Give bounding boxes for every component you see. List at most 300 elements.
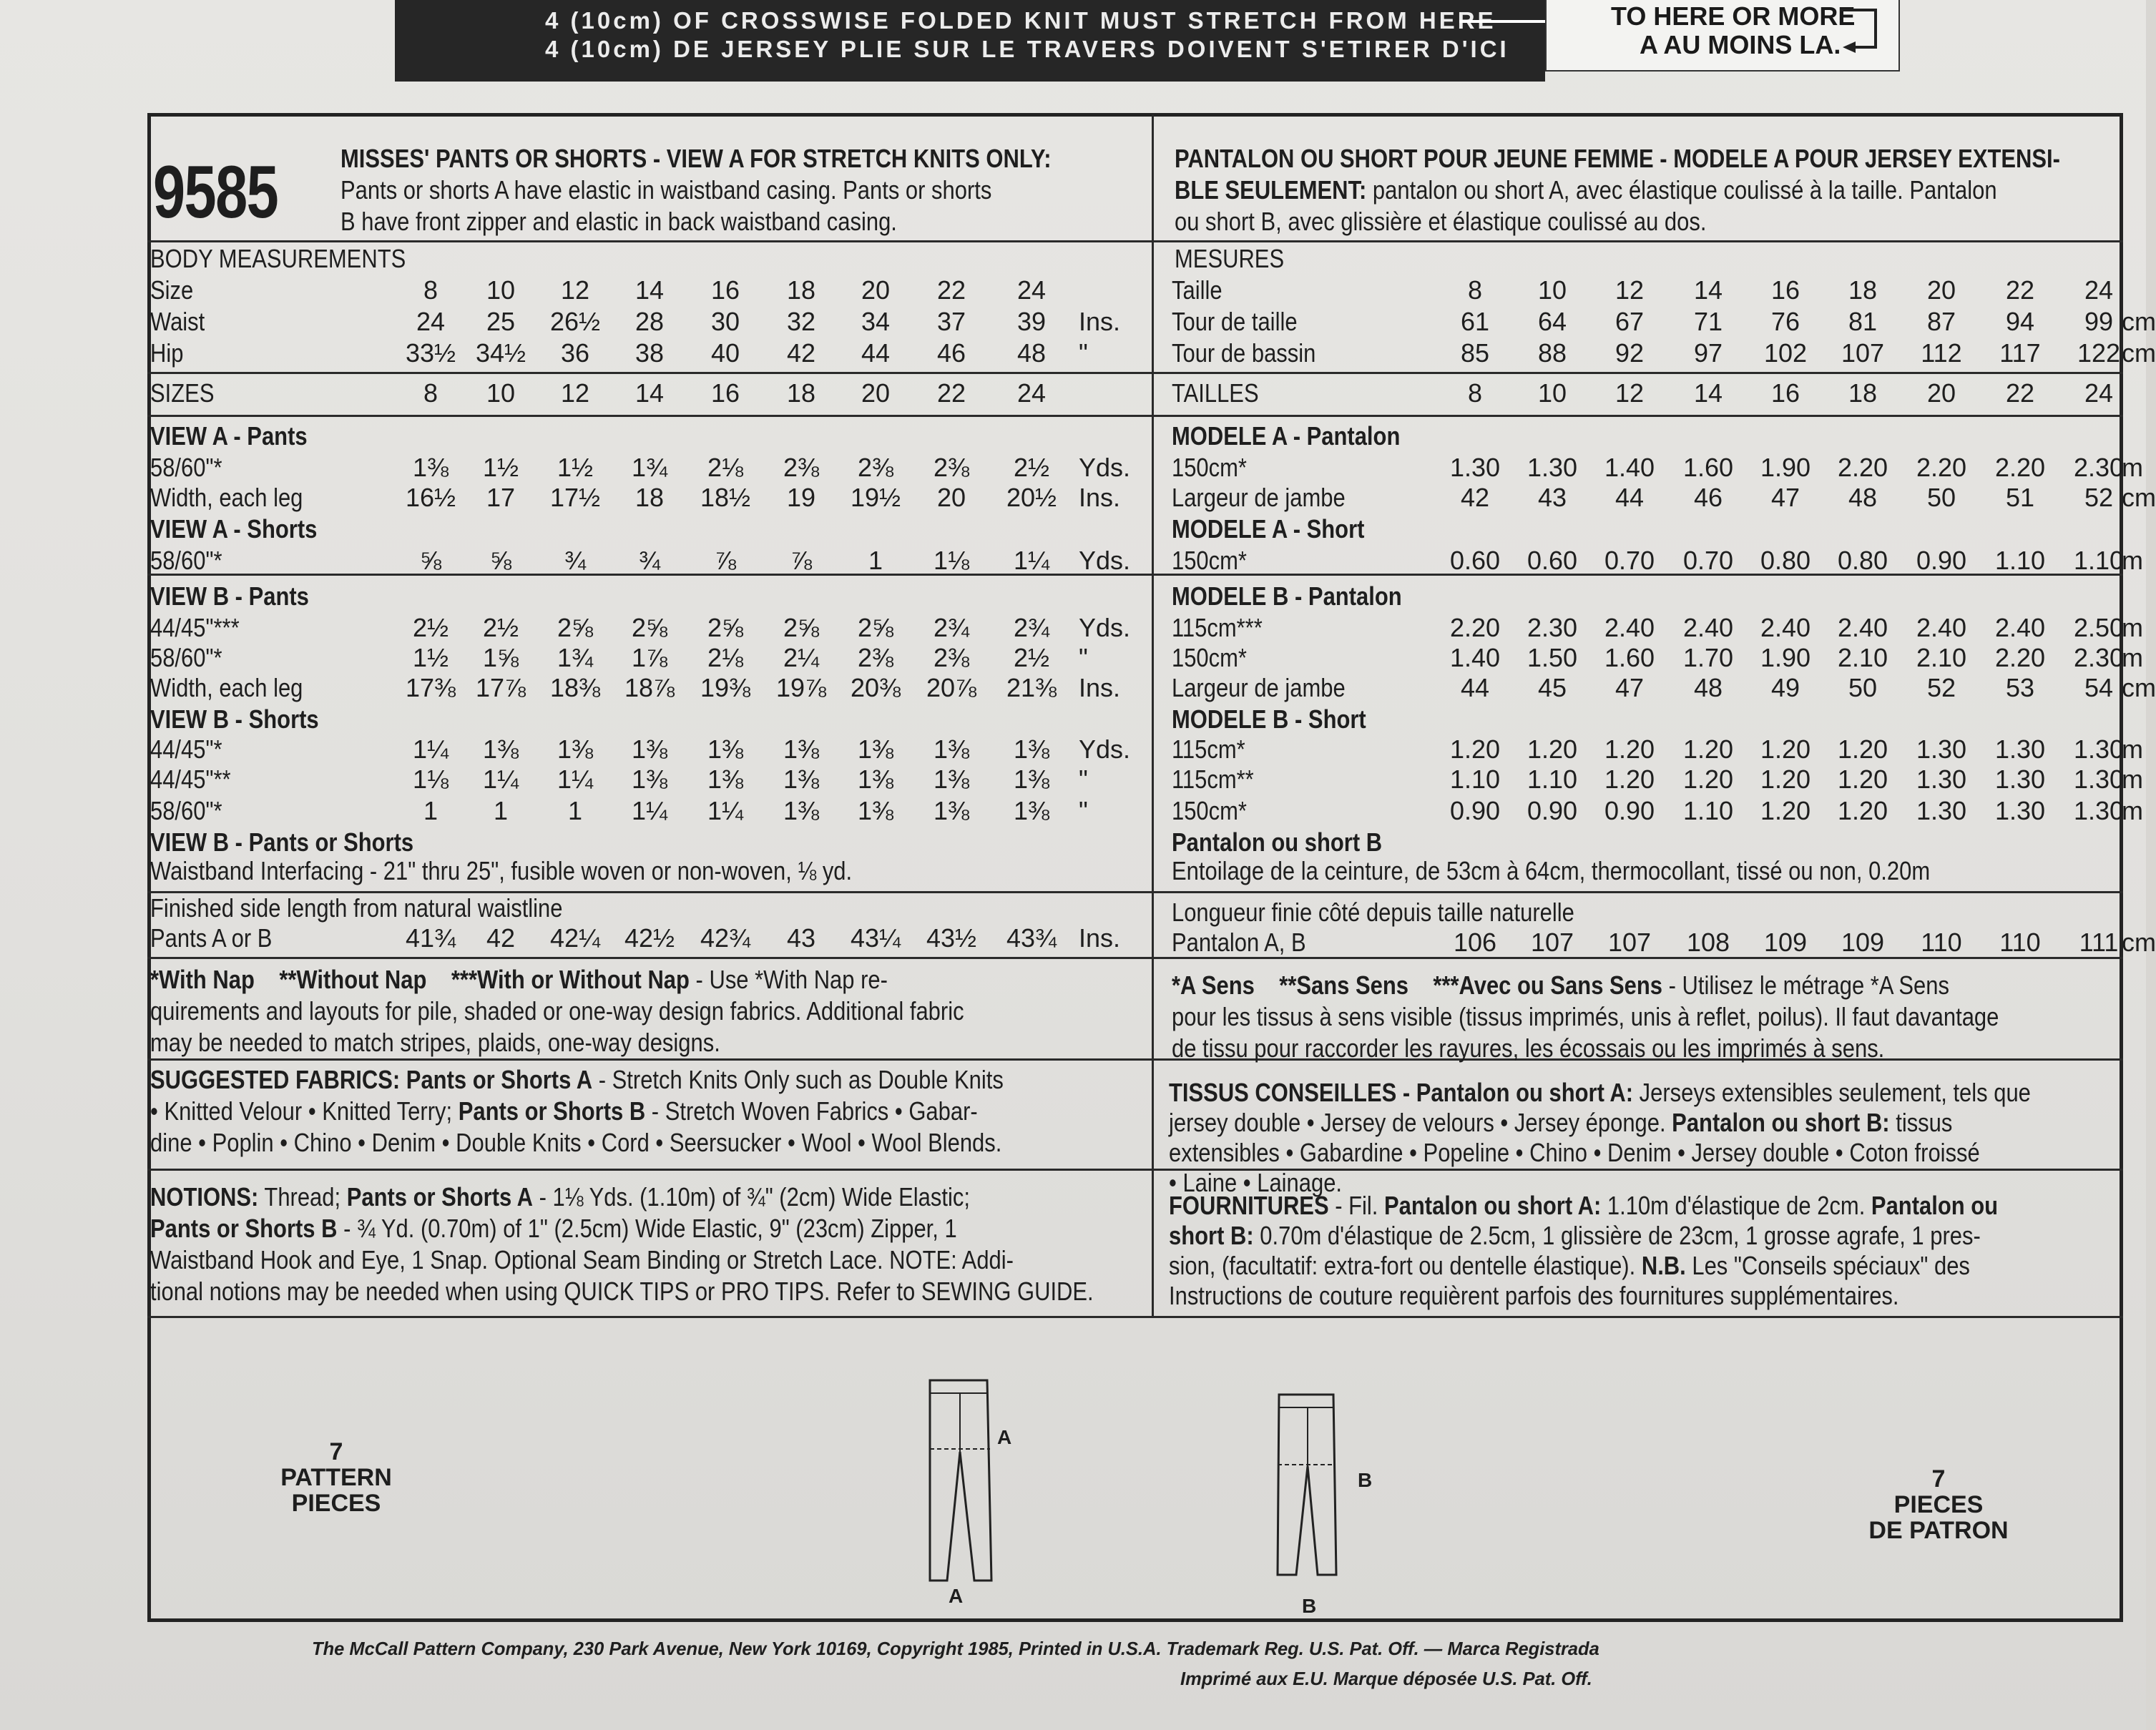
en-cell: 20⅜ [850, 673, 901, 702]
en-cell: 17⅞ [475, 673, 526, 702]
fr-unit: m [2122, 643, 2143, 672]
rule-measurements [147, 372, 2123, 374]
fr-title-1: PANTALON OU SHORT POUR JEUNE FEMME - MODELE A POUR JERSEY EXTENSI- [1175, 144, 2060, 173]
fr-cell: 50 [1926, 483, 1956, 512]
fr-cell: 1.30 [1916, 765, 1967, 794]
en-cell: 20½ [1006, 483, 1057, 512]
en-cell: 1⅜ [1013, 765, 1050, 794]
fr-cell: 46 [1693, 483, 1723, 512]
fr-cell: 122 [2077, 338, 2121, 368]
fr-cell: 1.20 [1527, 734, 1578, 764]
en-table-row [150, 764, 1094, 795]
fr-finished-cell: 109 [1841, 928, 1885, 957]
fr-cell: 1.40 [1604, 453, 1655, 482]
en-cell: 1¾ [631, 453, 668, 482]
fr-cell: 94 [2005, 307, 2035, 336]
fr-cell: 1.20 [1449, 734, 1501, 764]
en-cell: 2⅛ [707, 643, 744, 672]
en-title: MISSES' PANTS OR SHORTS - VIEW A FOR STRETCH KNITS ONLY: [340, 144, 1052, 173]
fr-table-row [1172, 581, 2116, 612]
en-cell: 33½ [405, 338, 456, 368]
fr-row-label: Largeur de jambe [1172, 673, 1346, 702]
fr-cell: 16 [1770, 378, 1800, 408]
en-row-label: Hip [150, 338, 184, 368]
en-cell: 36 [560, 338, 590, 368]
fr-table-row [1172, 827, 2116, 858]
fr-cell: 1.60 [1682, 453, 1734, 482]
en-cell: 46 [936, 338, 966, 368]
fr-table-row [1172, 513, 2116, 545]
view-b-label-bottom: B [1302, 1595, 1317, 1617]
en-cell: ⅝ [489, 546, 512, 575]
en-table-row [150, 581, 1094, 612]
en-cell: 16½ [405, 483, 456, 512]
en-cell: 19½ [850, 483, 901, 512]
fr-cell: 53 [2005, 673, 2035, 702]
fr-interfacing: Entoilage de la ceinture, de 53cm à 64cm, thermocollant, tissé ou non, 0.20m [1172, 856, 1931, 885]
fr-fabrics-2: jersey double • Jersey de velours • Jersey éponge. Pantalon ou short B: tissus [1169, 1108, 1953, 1137]
fr-table-row [1172, 642, 2143, 674]
fr-unit: m [2122, 765, 2143, 794]
en-cell: 17½ [549, 483, 601, 512]
fr-cell: 2.30 [2073, 453, 2125, 482]
fr-cell: 24 [2084, 378, 2114, 408]
fr-row-label: MODELE B - Pantalon [1172, 581, 1402, 611]
fr-cell: 1.20 [1837, 765, 1888, 794]
fr-title-2: BLE SEULEMENT: pantalon ou short A, avec élastique coulissé à la taille. Pantalon [1175, 175, 1997, 205]
en-cell: 2½ [412, 613, 449, 642]
en-table-row [150, 513, 1094, 545]
fr-cell: 2.30 [1527, 613, 1578, 642]
en-unit: Yds. [1079, 546, 1131, 575]
fr-finished-cell: 110 [1999, 928, 2041, 957]
fr-cell: 102 [1763, 338, 1808, 368]
en-table-row [150, 612, 1131, 644]
en-notions-1: NOTIONS: Thread; Pants or Shorts A - 1⅛ Yds. (1.10m) of ¾" (2cm) Wide Elastic; [150, 1182, 970, 1212]
fr-row-label: MODELE A - Pantalon [1172, 421, 1401, 451]
en-cell: 22 [936, 378, 966, 408]
fr-cell: 2.20 [1837, 453, 1888, 482]
view-b-pants-drawing [1266, 1387, 1373, 1602]
en-cell: 1⅜ [933, 734, 970, 764]
fr-row-label: 150cm* [1172, 643, 1247, 672]
en-finished-cell: 42¾ [700, 923, 751, 953]
fr-cell: 52 [2084, 483, 2114, 512]
fr-cell: 1.20 [1837, 734, 1888, 764]
en-cell: 20⅞ [926, 673, 977, 702]
en-cell: 19⅞ [775, 673, 827, 702]
en-description-1: Pants or shorts A have elastic in waistband casing. Pants or shorts [340, 175, 992, 205]
fr-unit: cm [2122, 307, 2156, 336]
en-table-row [150, 306, 1121, 338]
en-cell: 1¼ [707, 796, 744, 825]
pattern-number: 9585 [153, 151, 278, 234]
en-table-row [150, 421, 1094, 452]
en-finished-cell: 42½ [624, 923, 675, 953]
fr-cell: 0.90 [1604, 796, 1655, 825]
fr-cell: 112 [1921, 338, 1962, 368]
en-cell: 24 [1016, 378, 1047, 408]
rule-header [147, 240, 2123, 242]
fr-unit: cm [2122, 338, 2156, 368]
fr-nap-1: *A Sens **Sans Sens ***Avec ou Sans Sens - Utilisez le métrage *A Sens [1172, 970, 1949, 1000]
fr-cell: 1.30 [1994, 796, 2046, 825]
rule-sizes [147, 415, 2123, 417]
fr-row-label: 115cm*** [1172, 613, 1263, 642]
en-cell: 2⅝ [783, 613, 820, 642]
fr-unit: cm [2122, 673, 2156, 702]
en-notions-3: Waistband Hook and Eye, 1 Snap. Optional Seam Binding or Stretch Lace. NOTE: Addi- [150, 1245, 1014, 1274]
en-finished-cell: 41¾ [405, 923, 456, 953]
fr-cell: 2.30 [2073, 643, 2125, 672]
fr-title-3: ou short B, avec glissière et élastique coulissé au dos. [1175, 207, 1707, 236]
en-cell: 10 [486, 275, 516, 305]
pieces-en-2: PIECES [291, 1490, 381, 1517]
fr-cell: 54 [2084, 673, 2114, 702]
pieces-fr-1: PIECES [1893, 1491, 1984, 1518]
en-row-label: VIEW B - Shorts [150, 704, 319, 734]
fr-cell: 0.90 [1916, 546, 1967, 575]
view-b-label: B [1358, 1469, 1373, 1491]
publisher-footer: The McCall Pattern Company, 230 Park Avenue, New York 10169, Copyright 1985, Printed in U.S.A. Trademark Reg. U.S. Pat. Off. — Marca Registrada [312, 1638, 1599, 1659]
fr-finished-cell: 108 [1686, 928, 1730, 957]
en-table-row [150, 378, 1094, 409]
en-cell: 48 [1016, 338, 1047, 368]
en-unit: Yds. [1079, 734, 1131, 764]
fr-finished-unit: cm [2122, 928, 2156, 957]
fr-cell: 2.40 [1994, 613, 2046, 642]
en-row-label: Width, each leg [150, 483, 303, 512]
fr-cell: 85 [1460, 338, 1490, 368]
rule-fabrics [147, 1169, 2123, 1171]
en-row-label: VIEW B - Pants [150, 581, 309, 611]
fr-cell: 12 [1614, 275, 1645, 305]
en-cell: 18½ [700, 483, 751, 512]
en-cell: 1⅛ [933, 546, 970, 575]
en-cell: 2⅜ [933, 453, 970, 482]
fr-cell: 0.60 [1527, 546, 1578, 575]
fr-cell: 44 [1614, 483, 1645, 512]
en-cell: 2⅜ [857, 453, 894, 482]
fr-cell: 2.10 [1837, 643, 1888, 672]
en-table-row [150, 452, 1131, 483]
en-finished-cell: 43 [786, 923, 816, 953]
en-cell: 2⅛ [707, 453, 744, 482]
en-cell: 1¼ [482, 765, 519, 794]
en-unit: Ins. [1079, 483, 1121, 512]
fr-cell: 16 [1770, 275, 1800, 305]
fr-cell: 1.10 [1527, 765, 1578, 794]
en-cell: 1⅜ [631, 734, 668, 764]
en-cell: 1½ [482, 453, 519, 482]
en-cell: 39 [1016, 307, 1047, 336]
en-finished-cell: 43½ [926, 923, 977, 953]
fr-nap-2: pour les tissus à sens visible (tissus imprimés, unis à reflet, poilus). Il faut davantage [1172, 1002, 1999, 1031]
en-cell: 1⅜ [783, 734, 820, 764]
en-row-label: VIEW B - Pants or Shorts [150, 827, 414, 857]
en-table-row [150, 672, 1121, 704]
stretch-gauge-text-en: 4 (10cm) OF CROSSWISE FOLDED KNIT MUST STRETCH FROM HERE [545, 7, 1496, 34]
en-cell: 12 [560, 378, 590, 408]
en-cell: 1¼ [1013, 546, 1050, 575]
fr-cell: 2.20 [1916, 453, 1967, 482]
fr-cell: 47 [1614, 673, 1645, 702]
fr-cell: 22 [2005, 275, 2035, 305]
fr-cell: 1.30 [2073, 734, 2125, 764]
en-cell: 2⅝ [857, 613, 894, 642]
en-cell: 2⅜ [783, 453, 820, 482]
fr-cell: 0.80 [1760, 546, 1811, 575]
pieces-count-fr: 7 [1931, 1465, 1946, 1493]
fr-finished-cell: 110 [1921, 928, 1962, 957]
en-cell: 19⅜ [700, 673, 751, 702]
fr-finished-label: Pantalon A, B [1172, 928, 1306, 957]
fr-cell: 1.70 [1682, 643, 1734, 672]
fr-table-row [1172, 734, 2143, 765]
en-unit: " [1079, 796, 1088, 825]
fr-fabrics-1: TISSUS CONSEILLES - Pantalon ou short A: Jerseys extensibles seulement, tels que [1169, 1078, 2031, 1107]
view-a-label: A [997, 1426, 1012, 1448]
en-cell: 17 [486, 483, 516, 512]
en-cell: 34½ [475, 338, 526, 368]
fr-cell: 67 [1614, 307, 1645, 336]
fr-cell: 2.20 [1994, 643, 2046, 672]
fr-finished-cell: 107 [1530, 928, 1574, 957]
en-cell: 1⅜ [557, 734, 594, 764]
fr-row-label: Tour de bassin [1172, 338, 1316, 368]
stretch-target-fr: A AU MOINS LA. [1640, 30, 1841, 59]
fr-cell: 1.30 [1527, 453, 1578, 482]
fr-row-label: 115cm* [1172, 734, 1245, 764]
en-cell: 20 [861, 275, 891, 305]
fr-cell: 1.20 [1604, 734, 1655, 764]
en-cell: ¾ [638, 546, 661, 575]
en-cell: 1¾ [557, 643, 594, 672]
en-cell: 2½ [482, 613, 519, 642]
fr-cell: 2.40 [1604, 613, 1655, 642]
en-cell: 18⅜ [549, 673, 601, 702]
en-table-row [150, 795, 1094, 827]
fr-unit: m [2122, 734, 2143, 764]
fr-unit: cm [2122, 483, 2156, 512]
en-cell: 1¼ [631, 796, 668, 825]
fr-cell: 18 [1848, 275, 1878, 305]
en-row-label: Size [150, 275, 194, 305]
fr-cell: 64 [1537, 307, 1567, 336]
fr-body-heading: MESURES [1175, 244, 1285, 273]
fr-cell: 2.20 [1449, 613, 1501, 642]
en-cell: 32 [786, 307, 816, 336]
en-unit: " [1079, 765, 1088, 794]
en-cell: 2½ [1013, 453, 1050, 482]
en-cell: 1⅜ [482, 734, 519, 764]
en-cell: 12 [560, 275, 590, 305]
fr-cell: 1.50 [1527, 643, 1578, 672]
fr-cell: 99 [2084, 307, 2114, 336]
en-cell: 24 [416, 307, 446, 336]
en-finished-cell: 42¼ [549, 923, 601, 953]
fr-cell: 50 [1848, 673, 1878, 702]
en-cell: ¾ [564, 546, 587, 575]
fr-finished-cell: 106 [1453, 928, 1497, 957]
fr-row-label: Pantalon ou short B [1172, 827, 1383, 857]
fr-row-label: Tour de taille [1172, 307, 1298, 336]
en-finished-cell: 42 [486, 923, 516, 953]
fr-cell: 0.60 [1449, 546, 1501, 575]
fr-unit: m [2122, 796, 2143, 825]
fr-row-label: Largeur de jambe [1172, 483, 1346, 512]
fr-cell: 18 [1848, 378, 1878, 408]
fr-cell: 1.20 [1837, 796, 1888, 825]
fr-row-label: MODELE A - Short [1172, 514, 1365, 544]
en-table-row [150, 704, 1094, 735]
fr-finished-heading: Longueur finie côté depuis taille naturelle [1172, 898, 1574, 927]
fr-cell: 1.10 [1994, 546, 2046, 575]
en-cell: 1⅜ [412, 453, 449, 482]
fr-fournitures-2: short B: 0.70m d'élastique de 2.5cm, 1 glissière de 23cm, 1 grosse agrafe, 1 pres- [1169, 1221, 1981, 1250]
en-unit: " [1079, 643, 1088, 672]
fr-cell: 107 [1841, 338, 1885, 368]
fr-cell: 44 [1460, 673, 1490, 702]
en-cell: 1⅛ [412, 765, 449, 794]
fr-cell: 2.10 [1916, 643, 1967, 672]
fr-cell: 8 [1467, 378, 1483, 408]
fr-cell: 1.90 [1760, 643, 1811, 672]
en-cell: 30 [710, 307, 740, 336]
fr-nap-3: de tissu pour raccorder les rayures, les écossais ou les imprimés à sens. [1172, 1033, 1885, 1063]
fr-cell: 1.60 [1604, 643, 1655, 672]
fr-cell: 1.20 [1604, 765, 1655, 794]
fr-cell: 61 [1460, 307, 1490, 336]
en-unit: Yds. [1079, 453, 1131, 482]
fr-cell: 12 [1614, 378, 1645, 408]
fr-cell: 1.10 [2073, 546, 2125, 575]
fr-cell: 1.90 [1760, 453, 1811, 482]
fr-table-row [1172, 764, 2143, 795]
en-cell: 2⅝ [707, 613, 744, 642]
fr-cell: 2.40 [1760, 613, 1811, 642]
en-cell: 1½ [557, 453, 594, 482]
en-cell: 2¾ [1013, 613, 1050, 642]
fr-cell: 43 [1537, 483, 1567, 512]
en-row-label: 58/60"* [150, 643, 222, 672]
rule-notions [147, 1316, 2123, 1318]
fr-unit: m [2122, 613, 2143, 642]
fr-cell: 87 [1926, 307, 1956, 336]
en-row-label: 44/45"* [150, 734, 222, 764]
fr-cell: 52 [1926, 673, 1956, 702]
fr-cell: 2.40 [1837, 613, 1888, 642]
fr-cell: 45 [1537, 673, 1567, 702]
pieces-count: 7 [329, 1438, 343, 1465]
en-unit: " [1079, 338, 1088, 368]
view-a-pants-drawing [916, 1373, 1030, 1616]
pattern-pieces-label [272, 1439, 401, 1516]
en-cell: 19 [786, 483, 816, 512]
en-notions-2: Pants or Shorts B - ¾ Yd. (0.70m) of 1" (2.5cm) Wide Elastic, 9" (23cm) Zipper, 1 [150, 1214, 957, 1243]
fr-cell: 92 [1614, 338, 1645, 368]
pieces-de-patron-label [1860, 1466, 2017, 1543]
en-cell: 14 [634, 378, 665, 408]
fr-table-row [1172, 452, 2143, 483]
fr-table-row [1172, 275, 2116, 306]
en-cell: 2½ [1013, 643, 1050, 672]
en-nap-2: quirements and layouts for pile, shaded or one-way design fabrics. Additional fabric [150, 996, 964, 1026]
en-row-label: 58/60"* [150, 546, 222, 575]
fr-finished-cell: 111 [2079, 928, 2119, 957]
fr-cell: 0.70 [1682, 546, 1734, 575]
en-cell: 26½ [549, 307, 601, 336]
fr-cell: 10 [1537, 275, 1567, 305]
fr-cell: 117 [1999, 338, 2041, 368]
en-row-label: 44/45"** [150, 765, 231, 794]
en-cell: 38 [634, 338, 665, 368]
fr-unit: m [2122, 546, 2143, 575]
en-cell: ⅞ [714, 546, 737, 575]
stretch-gauge-target [1545, 0, 1900, 72]
en-nap-1: *With Nap **Without Nap ***With or Without Nap - Use *With Nap re- [150, 965, 888, 994]
en-cell: 1⅜ [857, 765, 894, 794]
en-cell: 40 [710, 338, 740, 368]
fr-cell: 14 [1693, 378, 1723, 408]
fr-cell: 20 [1926, 378, 1956, 408]
fr-table-row [1172, 612, 2143, 644]
en-cell: 17⅜ [405, 673, 456, 702]
en-cell: ⅝ [419, 546, 442, 575]
en-cell: 1¼ [557, 765, 594, 794]
en-cell: 16 [710, 275, 740, 305]
en-cell: 18 [786, 275, 816, 305]
fr-fabrics-3: extensibles • Gabardine • Popeline • Chino • Denim • Jersey double • Coton froissé [1169, 1138, 1980, 1167]
en-table-row [150, 545, 1131, 576]
en-cell: 1 [567, 796, 583, 825]
stretch-gauge-text-fr: 4 (10cm) DE JERSEY PLIE SUR LE TRAVERS DOIVENT S'ETIRER D'ICI [545, 36, 1509, 62]
en-row-label: VIEW A - Shorts [150, 514, 318, 544]
en-cell: 1⅜ [933, 796, 970, 825]
en-cell: 1⅝ [482, 643, 519, 672]
en-interfacing: Waistband Interfacing - 21" thru 25", fusible woven or non-woven, ⅛ yd. [150, 856, 853, 885]
fr-table-row [1172, 338, 2156, 369]
pieces-fr-2: DE PATRON [1868, 1517, 2009, 1544]
stretch-target-en: TO HERE OR MORE [1611, 1, 1856, 31]
fr-cell: 1.30 [1449, 453, 1501, 482]
fr-row-label: 150cm* [1172, 796, 1247, 825]
fr-fournitures-4: Instructions de couture requièrent parfois des fournitures supplémentaires. [1169, 1281, 1899, 1310]
en-body-heading: BODY MEASUREMENTS [150, 244, 406, 273]
en-finished-row [150, 923, 1121, 954]
en-cell: 1 [868, 546, 883, 575]
en-cell: 1⅜ [707, 765, 744, 794]
fr-table-row [1172, 545, 2143, 576]
en-finished-unit: Ins. [1079, 923, 1121, 953]
en-cell: 1⅜ [631, 765, 668, 794]
fr-finished-row [1172, 927, 2156, 958]
fr-table-row [1172, 306, 2156, 338]
view-a-label-bottom: A [949, 1585, 964, 1607]
en-nap-3: may be needed to match stripes, plaids, one-way designs. [150, 1028, 720, 1057]
en-row-label: 44/45"*** [150, 613, 240, 642]
fr-cell: 0.70 [1604, 546, 1655, 575]
fr-cell: 49 [1770, 673, 1800, 702]
en-cell: 28 [634, 307, 665, 336]
en-cell: 1⅜ [857, 734, 894, 764]
en-cell: 44 [861, 338, 891, 368]
en-row-label: 58/60"* [150, 796, 222, 825]
en-row-label: SIZES [150, 378, 215, 408]
fr-cell: 1.30 [1916, 796, 1967, 825]
fr-finished-cell: 109 [1763, 928, 1808, 957]
en-cell: 21⅜ [1006, 673, 1057, 702]
